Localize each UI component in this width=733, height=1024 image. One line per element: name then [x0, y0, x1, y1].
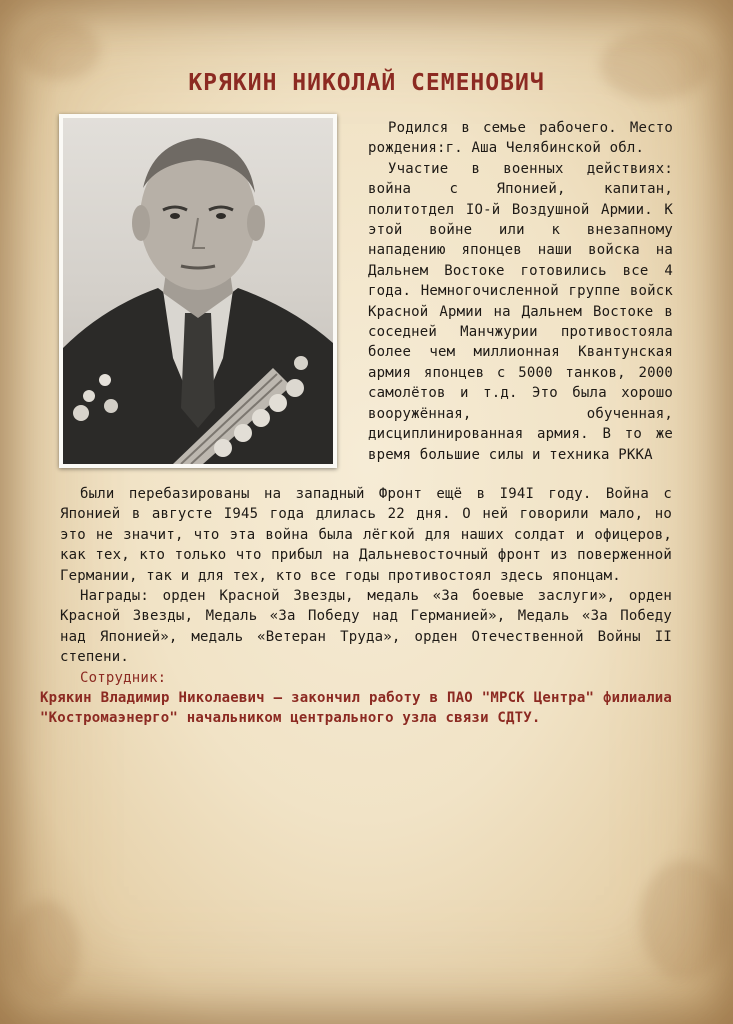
portrait-illustration [63, 118, 333, 464]
biography-top [368, 118, 673, 465]
paper-stain [640, 860, 730, 980]
employee-label: Сотрудник: [80, 669, 167, 686]
portrait-frame [59, 114, 337, 468]
employee-paragraph: Крякин Владимир Николаевич – закончил работу в ПАО "МРСК Центра" филиалиа "Костромаэнерго" начальником центрального узла связи СДТУ. [40, 690, 672, 727]
page-title: КРЯКИН НИКОЛАЙ СЕМЕНОВИЧ [188, 70, 545, 96]
war-paragraph: Участие в военных действиях: война с Японией, капитан, политотдел IO-й Воздушной Армии. К этой войне или к внезапному нападению японцев наши войска на Дальнем Востоке готовились все 4 года. Немногочисленной группе войск Красной Армии на Дальнем Востоке в соседней Манчжурии противостояла более чем миллионная Квантунская армия японцев с 5000 танков, 2000 самолётов и т.д. Это была хорошо вооружённая, обученная, дисциплинированная армия. В то же время большие силы и техника РККА [368, 160, 673, 463]
paper-stain [10, 900, 80, 1000]
awards-paragraph: Награды: орден Красной Звезды, медаль «За боевые заслуги», орден Красной Звезды, Медаль «За Победу над Германией», Медаль «За Победу над Японией», медаль «Ветеран Труда», орден Отечественной Войны II степени. [60, 588, 672, 666]
biography-continuation-block [40, 484, 672, 729]
portrait-photo [63, 118, 333, 464]
birth-paragraph: Родился в семье рабочего. Место рождения:г. Аша Челябинской обл. [368, 120, 673, 157]
biography-continuation: были перебазированы на западный Фронт ещё в I94I году. Война с Японией в августе I945 года длилась 22 дня. О ней говорили мало, но это не значит, что эта война была лёгкой для наших солдат и офицеров, как тех, кто только что прибыл на Дальневосточный фронт из поверженной Германии, так и для тех, кто все годы противостоял здесь японцам. [60, 486, 672, 584]
